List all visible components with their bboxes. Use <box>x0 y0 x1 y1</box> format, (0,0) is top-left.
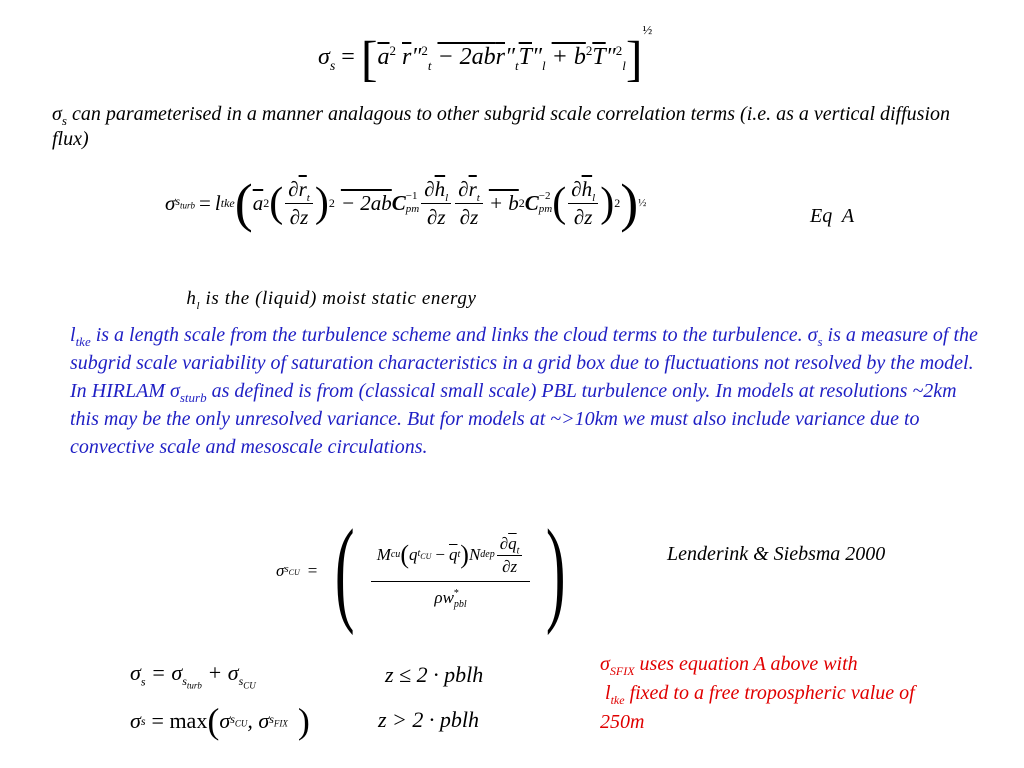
turb-equals: = <box>199 190 211 215</box>
combo1-s2: s <box>182 674 187 689</box>
cu-rparen: ) <box>546 505 566 636</box>
term-rt-sub: t <box>427 57 432 73</box>
reference-citation: Lenderink & Siebsma 2000 <box>667 543 886 565</box>
term-a-exp: 2 <box>389 43 396 58</box>
term-rt2-prime: ″ <box>505 44 516 70</box>
turb-sigma: σ <box>165 190 176 215</box>
term-tl2-sub: l <box>622 57 626 73</box>
para2-sigma2-sub: sturb <box>179 390 207 405</box>
combo2-comma-sigma: , σ <box>247 708 270 733</box>
condition-1: z ≤ 2 · pblh <box>385 662 484 687</box>
equation-combo-2: σ s = max ( σ $s_{CU}$ , σ $s_{FIX}$ ) <box>130 701 310 741</box>
para2-sigma2: σ <box>169 380 180 402</box>
frac3-r-sub: t <box>476 191 480 204</box>
sigma-sub: s <box>329 58 336 74</box>
frac3-dz: ∂z <box>459 204 479 229</box>
combo1-cu: CU <box>243 680 256 691</box>
combo1-s3: s <box>238 674 244 689</box>
para2-part3: as defined is from (classical small scale) PBL turbulence only. In models at resolutions ~2km this may be the only unresolved variance. But for models at ~>10km we must also include variance due to convective scale and mesoscale circulations. <box>70 380 957 458</box>
para1-text: can parameterised in a manner analagous to other subgrid scale correlation terms (i.e. as a vertical diffusion flux) <box>52 103 951 150</box>
term-rt2-sub: t <box>515 57 519 73</box>
para2-part2: is a measure of the subgrid scale variability of saturation characteristics in a grid box due to fluctuations not resolved by the model. In HIRLAM <box>70 324 978 402</box>
cu-q2: $\overline{q}$ <box>448 545 458 565</box>
turb-l: l <box>214 190 221 215</box>
turb-C2: C <box>524 190 539 215</box>
frac-dh-dz <box>421 177 451 230</box>
cu-inner-lparen: ( <box>400 540 409 570</box>
paragraph-parameterised <box>52 102 972 152</box>
frac-dh-dz-2 <box>568 177 598 230</box>
para1-sigma: σ <box>52 103 62 125</box>
combo2-cu: CU <box>234 718 248 729</box>
equation-sigma-s <box>318 22 653 87</box>
combo2-sigma2: σ <box>219 708 231 733</box>
cu-sigma: σ <box>276 561 285 580</box>
hl-note-h: h <box>186 288 197 309</box>
frac2-partial: ∂ <box>424 176 435 201</box>
frac2-dz: ∂z <box>426 204 446 229</box>
note-l-sub: tke <box>610 693 625 707</box>
frac4-dz: ∂z <box>573 204 593 229</box>
cu-frac-q: $\overline{q}$ <box>508 533 517 553</box>
turb-sigma-subsub: turb <box>180 200 196 211</box>
note-part2: fixed to a free tropospheric value of 250m <box>600 682 915 733</box>
combo2-s2: s <box>230 711 235 726</box>
turb-inner1-rparen: ) <box>314 180 329 226</box>
combo2-lparen: ( <box>207 701 220 741</box>
cu-frac-partial: ∂ <box>499 533 509 553</box>
term-tl2-prime: ″ <box>605 44 616 70</box>
combo2-eq-max: = max <box>151 708 208 733</box>
term-rt2: $\overline{r}$ <box>495 44 506 70</box>
note-sigma-sub: SFIX <box>609 664 635 678</box>
combo2-sigma: σ <box>130 708 141 733</box>
frac3-partial: ∂ <box>458 176 469 201</box>
cu-N: N <box>468 545 481 565</box>
frac4-partial: ∂ <box>571 176 582 201</box>
term-b: + b <box>551 44 586 70</box>
frac3-r: $\overline{r}$ <box>468 176 477 201</box>
right-bracket: ] <box>625 30 643 87</box>
frac1-dz: ∂z <box>289 204 309 229</box>
combo1-sigma: σ <box>130 660 141 685</box>
cu-dq-dz <box>497 534 523 577</box>
turb-sigma-sub: s <box>175 193 181 208</box>
turb-inner2-rparen: ) <box>600 180 615 226</box>
term-tl-sub: l <box>542 57 546 73</box>
turb-C2-sub: pm <box>538 203 553 215</box>
frac1-partial: ∂ <box>288 176 299 201</box>
turb-inner2-lparen: ( <box>552 180 567 226</box>
term-tl: $\overline{T}$ <box>518 44 532 70</box>
eq-a-label: Eq A <box>810 205 855 227</box>
turb-inner1-lparen: ( <box>269 180 284 226</box>
frac4-h-sub: l <box>592 191 596 204</box>
term-rt: $\overline{r}$ <box>402 44 412 70</box>
para2-l: l <box>70 324 76 346</box>
cu-frac-q-sub: t <box>516 545 520 557</box>
paragraph-ltke <box>70 321 990 461</box>
frac1-r-sub: t <box>306 191 310 204</box>
frac2-h: $\overline{h}$ <box>434 176 446 201</box>
cu-minus: − <box>435 545 445 565</box>
hl-note-sub: l <box>196 299 201 312</box>
hl-note-text: is the (liquid) moist static energy <box>200 288 477 309</box>
term-tl2-exp: 2 <box>615 43 623 58</box>
combo2-fix: FIX <box>273 718 288 729</box>
term-rt-exp: 2 <box>421 43 428 58</box>
turb-C1-exp: −1 <box>405 190 418 202</box>
bracket-exponent: ½ <box>642 22 653 37</box>
turb-b: + b <box>488 190 519 215</box>
turb-outer-lparen: ( <box>234 173 253 233</box>
combo1-turb: turb <box>186 680 202 691</box>
note-sigma: σ <box>600 653 610 675</box>
frac-dr-dz <box>285 177 313 230</box>
cu-rho-sub: pbl <box>453 599 467 611</box>
combo2-rparen: ) <box>297 701 310 741</box>
left-bracket: [ <box>360 30 378 87</box>
cu-rho-w: ρw <box>434 587 454 607</box>
combo2-s3: s <box>269 711 274 726</box>
cu-main-frac: M cu ( q $t_{CU}$ − $\overline{q}$ t ) N dep $\frac{\partial\overline{q}_t}{\partial z}$ ρw * pbl <box>371 532 531 610</box>
turb-C2-exp: −2 <box>538 190 551 202</box>
term-rt-prime: ″ <box>411 44 422 70</box>
condition-2: z > 2 · pblh <box>378 707 480 732</box>
cu-inner-rparen: ) <box>460 540 469 570</box>
para2-part1: is a length scale from the turbulence scheme and links the cloud terms to the turbulence. <box>90 324 808 346</box>
combo1-plus-sigma: + σ <box>207 660 239 685</box>
cu-q1: q <box>408 545 418 565</box>
term-tl-prime: ″ <box>532 44 542 70</box>
equation-sigma-turb: σ $s_{turb}$ = l tke ( $\overline{a}$ 2 ( $\frac{\partial\overline{r}_t}{\partial z}$ ) 2 − 2ab C −1 pm $\frac{\partial\overline{h}_l}{\partial z}$ $\frac{\partial\overline{r}_t}{\partial z}$ + b 2 C −2 pm ( $\frac{\partial\overline{h}_l}{\partial z}$ ) 2 ) ½ <box>165 173 647 233</box>
term-tl2: $\overline{T}$ <box>592 44 606 70</box>
cu-rho-star: * <box>453 588 459 600</box>
cu-sigma-s: s <box>284 562 289 575</box>
equation-sigma-cu <box>276 505 576 636</box>
turb-C1: C <box>391 190 406 215</box>
frac4-h: $\overline{h}$ <box>581 176 593 201</box>
frac2-h-sub: l <box>445 191 449 204</box>
turb-outer-rparen: ) <box>620 173 639 233</box>
frac-dr-dz-2 <box>455 177 483 230</box>
term-2ab: − 2ab <box>437 44 496 70</box>
equation-combo-1 <box>130 660 256 691</box>
combo1-eq-sigma: = σ <box>151 660 183 685</box>
cu-lparen: ( <box>335 505 355 636</box>
combo1-s: s <box>140 674 146 689</box>
para2-l-sub: tke <box>75 334 91 349</box>
para2-sigma: σ <box>807 324 818 346</box>
cu-q1-subsub: CU <box>420 551 432 561</box>
cu-frac-dz: ∂z <box>502 556 518 576</box>
cu-equals: = <box>307 561 318 580</box>
note-sigma-sfix <box>600 650 945 737</box>
turb-a: $\overline{a}$ <box>252 190 264 215</box>
note-part1: uses equation A above with <box>634 653 858 675</box>
term-a: $\overline{a}$ <box>377 44 390 70</box>
note-l: l <box>605 682 611 704</box>
cu-q1-sub: t <box>417 547 421 559</box>
cu-sigma-cu: CU <box>288 568 300 578</box>
turb-2ab: − 2ab <box>340 190 392 215</box>
frac1-r: $\overline{r}$ <box>298 176 307 201</box>
equals-sign: = <box>341 44 355 70</box>
cu-M: M <box>376 545 391 565</box>
term-b-exp: 2 <box>585 43 593 58</box>
para1-sigma-sub: s <box>61 113 67 128</box>
turb-C1-sub: pm <box>405 203 420 215</box>
para2-sigma-sub: s <box>817 334 823 349</box>
sigma-symbol: σ <box>318 44 330 70</box>
